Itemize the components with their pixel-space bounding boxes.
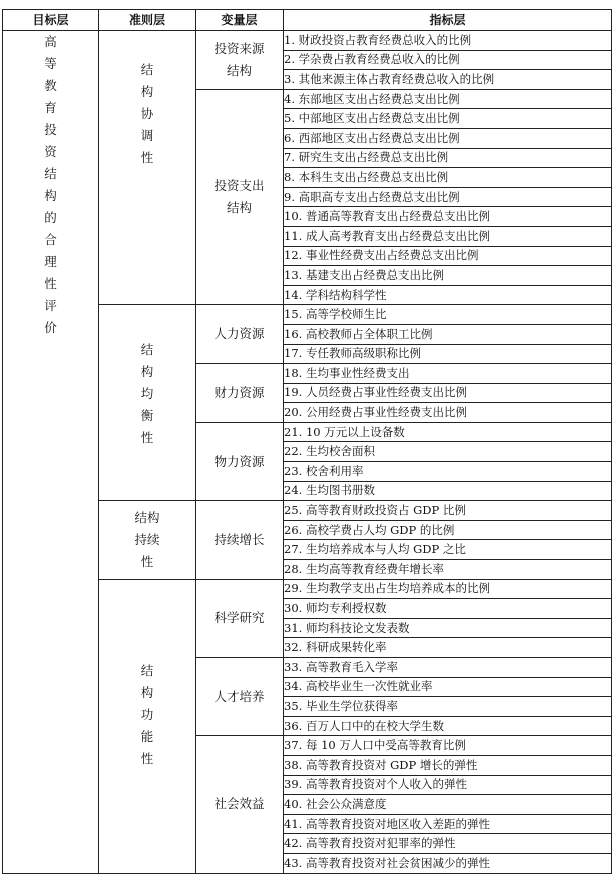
indicator-cell: 19. 人员经费占事业性经费支出比例 [284, 383, 612, 403]
criteria-cell [99, 579, 196, 873]
table-body [3, 31, 612, 874]
variable-label: 社会效益 [196, 736, 284, 873]
variable-label: 投资支出 结构 [196, 89, 284, 305]
variable-label: 人才培养 [196, 658, 284, 736]
indicator-cell: 17. 专任教师高级职称比例 [284, 344, 612, 364]
indicator-cell: 40. 社会公众满意度 [284, 795, 612, 815]
indicator-cell: 18. 生均事业性经费支出 [284, 364, 612, 384]
indicator-cell: 20. 公用经费占事业性经费支出比例 [284, 403, 612, 423]
indicator-cell: 2. 学杂费占教育经费总收入的比例 [284, 50, 612, 70]
indicator-cell: 42. 高等教育投资对犯罪率的弹性 [284, 834, 612, 854]
indicator-cell: 34. 高校毕业生一次性就业率 [284, 677, 612, 697]
variable-label: 科学研究 [196, 579, 284, 657]
variable-label: 投资来源 结构 [196, 31, 284, 90]
indicator-cell: 27. 生均培养成本与人均 GDP 之比 [284, 540, 612, 560]
indicator-cell: 31. 师均科技论文发表数 [284, 618, 612, 638]
variable-label: 人力资源 [196, 305, 284, 364]
criteria-label: 结构 持续 性 [134, 510, 160, 570]
goal-cell [3, 31, 99, 874]
header-variable-layer: 变量层 [196, 10, 284, 31]
evaluation-index-table [2, 9, 612, 874]
indicator-cell: 14. 学科结构科学性 [284, 285, 612, 305]
indicator-cell: 10. 普通高等教育支出占经费总支出比例 [284, 207, 612, 227]
indicator-cell: 36. 百万人口中的在校大学生数 [284, 716, 612, 736]
indicator-cell: 28. 生均高等教育经费年增长率 [284, 560, 612, 580]
criteria-label: 结 构 功 能 性 [140, 662, 154, 766]
indicator-cell: 43. 高等教育投资对社会贫困减少的弹性 [284, 853, 612, 873]
indicator-cell: 22. 生均校舍面积 [284, 442, 612, 462]
indicator-cell: 9. 高职高专支出占经费总支出比例 [284, 187, 612, 207]
criteria-cell [99, 31, 196, 305]
variable-label: 财力资源 [196, 364, 284, 423]
indicator-cell: 7. 研究生支出占经费总支出比例 [284, 148, 612, 168]
indicator-cell: 29. 生均教学支出占生均培养成本的比例 [284, 579, 612, 599]
indicator-cell: 24. 生均图书册数 [284, 481, 612, 501]
indicator-cell: 25. 高等教育财政投资占 GDP 比例 [284, 501, 612, 521]
indicator-cell: 35. 毕业生学位获得率 [284, 697, 612, 717]
indicator-cell: 4. 东部地区支出占经费总支出比例 [284, 89, 612, 109]
criteria-cell [99, 305, 196, 501]
indicator-cell: 13. 基建支出占经费总支出比例 [284, 266, 612, 286]
header-indicator-layer: 指标层 [284, 10, 612, 31]
variable-label: 物力资源 [196, 422, 284, 500]
indicator-cell: 38. 高等教育投资对 GDP 增长的弹性 [284, 755, 612, 775]
indicator-cell: 11. 成人高考教育支出占经费总支出比例 [284, 226, 612, 246]
criteria-label: 结 构 协 调 性 [140, 62, 154, 165]
criteria-cell [99, 501, 196, 579]
indicator-cell: 30. 师均专利授权数 [284, 599, 612, 619]
criteria-label: 结 构 均 衡 性 [140, 342, 154, 446]
indicator-cell: 5. 中部地区支出占经费总支出比例 [284, 109, 612, 129]
indicator-cell: 23. 校舍利用率 [284, 462, 612, 482]
goal-label: 高 等 教 育 投 资 结 构 的 合 理 性 评 价 [44, 34, 57, 335]
header-row [3, 10, 612, 31]
indicator-cell: 39. 高等教育投资对个人收入的弹性 [284, 775, 612, 795]
variable-label: 持续增长 [196, 501, 284, 579]
indicator-cell: 21. 10 万元以上设备数 [284, 422, 612, 442]
table-row [3, 31, 612, 51]
indicator-cell: 33. 高等教育毛入学率 [284, 658, 612, 678]
indicator-cell: 26. 高校学费占人均 GDP 的比例 [284, 520, 612, 540]
indicator-cell: 15. 高等学校师生比 [284, 305, 612, 325]
indicator-cell: 37. 每 10 万人口中受高等教育比例 [284, 736, 612, 756]
indicator-cell: 32. 科研成果转化率 [284, 638, 612, 658]
indicator-cell: 3. 其他来源主体占教育经费总收入的比例 [284, 70, 612, 90]
indicator-cell: 41. 高等教育投资对地区收入差距的弹性 [284, 814, 612, 834]
header-goal-layer: 目标层 [3, 10, 99, 31]
indicator-cell: 6. 西部地区支出占经费总支出比例 [284, 128, 612, 148]
indicator-cell: 8. 本科生支出占经费总支出比例 [284, 168, 612, 188]
indicator-cell: 1. 财政投资占教育经费总收入的比例 [284, 31, 612, 51]
header-criteria-layer: 准则层 [99, 10, 196, 31]
indicator-cell: 12. 事业性经费支出占经费总支出比例 [284, 246, 612, 266]
indicator-cell: 16. 高校教师占全体职工比例 [284, 324, 612, 344]
